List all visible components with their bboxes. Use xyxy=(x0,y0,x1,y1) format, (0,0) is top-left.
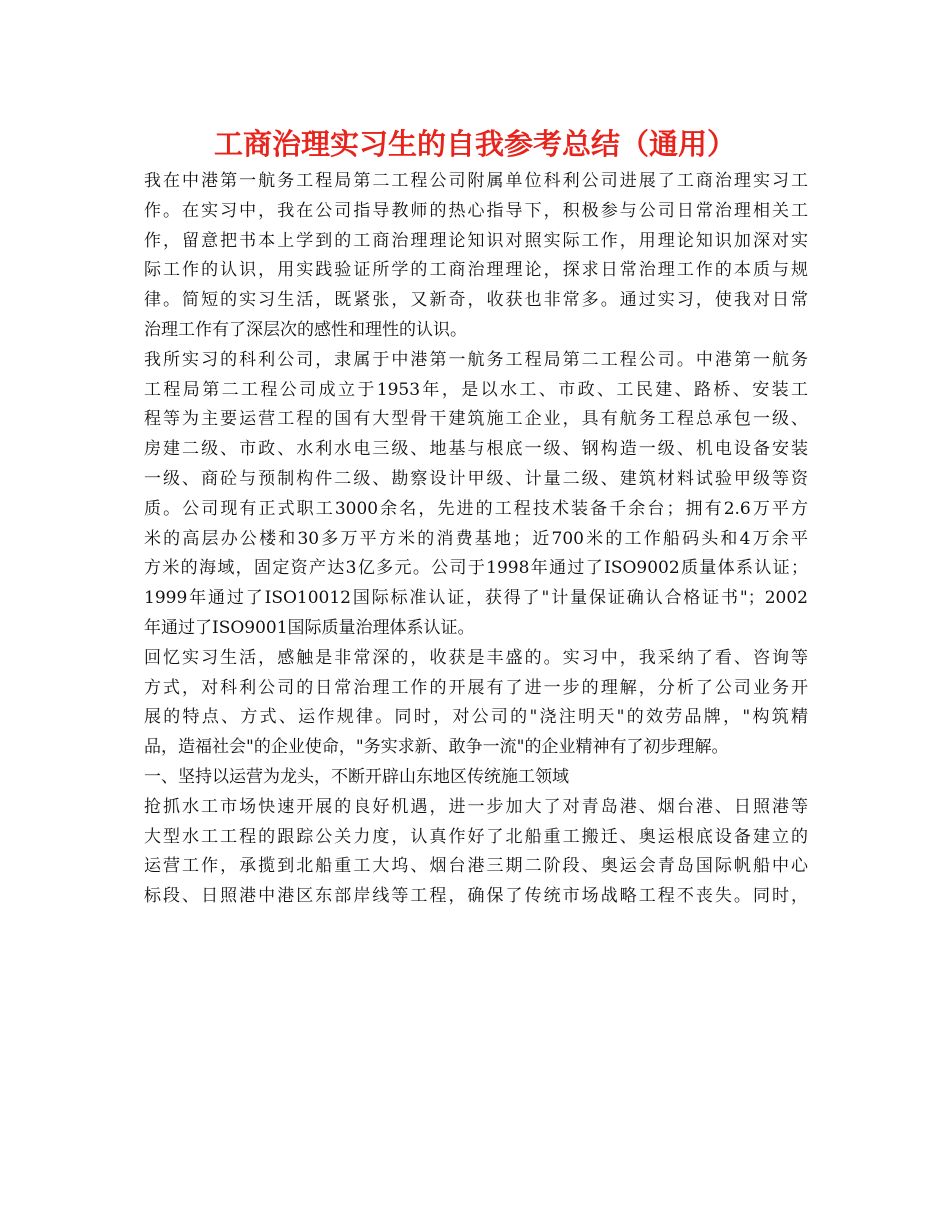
text-line: 年通过了ISO9001国际质量治理体系认证。 xyxy=(144,617,475,638)
text-line: 回忆实习生活，感触是非常深的，收获是丰盛的。实习中，我采纳了看、咨询等 xyxy=(144,647,808,668)
text-line: 1999年通过了ISO10012国际标准认证，获得了"计量保证确认合格证书"；2002 xyxy=(144,588,808,609)
text-line: 治理工作有了深层次的感性和理性的认识。 xyxy=(144,319,467,340)
text-line: 展的特点、方式、运作规律。同时，对公司的"浇注明天"的效劳品牌，"构筑精 xyxy=(144,707,808,728)
text-line: 工程局第二工程公司成立于1953年，是以水工、市政、工民建、路桥、安装工 xyxy=(144,379,808,400)
text-line: 程等为主要运营工程的国有大型骨干建筑施工企业，具有航务工程总承包一级、 xyxy=(144,409,808,430)
text-line: 我所实习的科利公司，隶属于中港第一航务工程局第二工程公司。中港第一航务 xyxy=(144,349,808,370)
text-line: 作，留意把书本上学到的工商治理理论知识对照实际工作，用理论知识加深对实 xyxy=(144,230,808,251)
text-line: 作。在实习中，我在公司指导教师的热心指导下，积极参与公司日常治理相关工 xyxy=(144,200,808,221)
text-line: 大型水工工程的跟踪公关力度，认真作好了北船重工搬迁、奥运根底设备建立的 xyxy=(144,826,808,847)
text-line: 一、坚持以运营为龙头，不断开辟山东地区传统施工领域 xyxy=(144,766,569,787)
text-line: 我在中港第一航务工程局第二工程公司附属单位科利公司进展了工商治理实习工 xyxy=(144,171,808,191)
text-line: 方米的海域，固定资产达3亿多元。公司于1998年通过了ISO9002质量体系认证； xyxy=(144,558,808,579)
text-line: 抢抓水工市场快速开展的良好机遇，进一步加大了对青岛港、烟台港、日照港等 xyxy=(144,796,808,817)
text-line: 际工作的认识，用实践验证所学的工商治理理论，探求日常治理工作的本质与规 xyxy=(144,260,808,281)
document-title: 工商治理实习生的自我参考总结（通用） xyxy=(213,127,736,161)
text-line: 运营工作，承揽到北船重工大坞、烟台港三期二阶段、奥运会青岛国际帆船中心 xyxy=(144,856,808,877)
text-line: 质。公司现有正式职工3000余名，先进的工程技术装备千余台；拥有2.6万平方 xyxy=(144,498,808,519)
document-body xyxy=(144,167,808,912)
text-line: 房建二级、市政、水利水电三级、地基与根底一级、钢构造一级、机电设备安装 xyxy=(144,439,808,460)
text-line: 方式，对科利公司的日常治理工作的开展有了进一步的理解，分析了公司业务开 xyxy=(144,677,808,698)
text-line: 一级、商砼与预制构件二级、勘察设计甲级、计量二级、建筑材料试验甲级等资 xyxy=(144,468,808,489)
text-line: 品，造福社会"的企业使命，"务实求新、敢争一流"的企业精神有了初步理解。 xyxy=(144,737,729,758)
text-line: 律。简短的实习生活，既紧张，又新奇，收获也非常多。通过实习，使我对日常 xyxy=(144,290,808,311)
text-line: 米的高层办公楼和30多万平方米的消费基地；近700米的工作船码头和4万余平 xyxy=(144,528,808,549)
text-line: 标段、日照港中港区东部岸线等工程，确保了传统市场战略工程不丧失。同时， xyxy=(144,886,808,907)
